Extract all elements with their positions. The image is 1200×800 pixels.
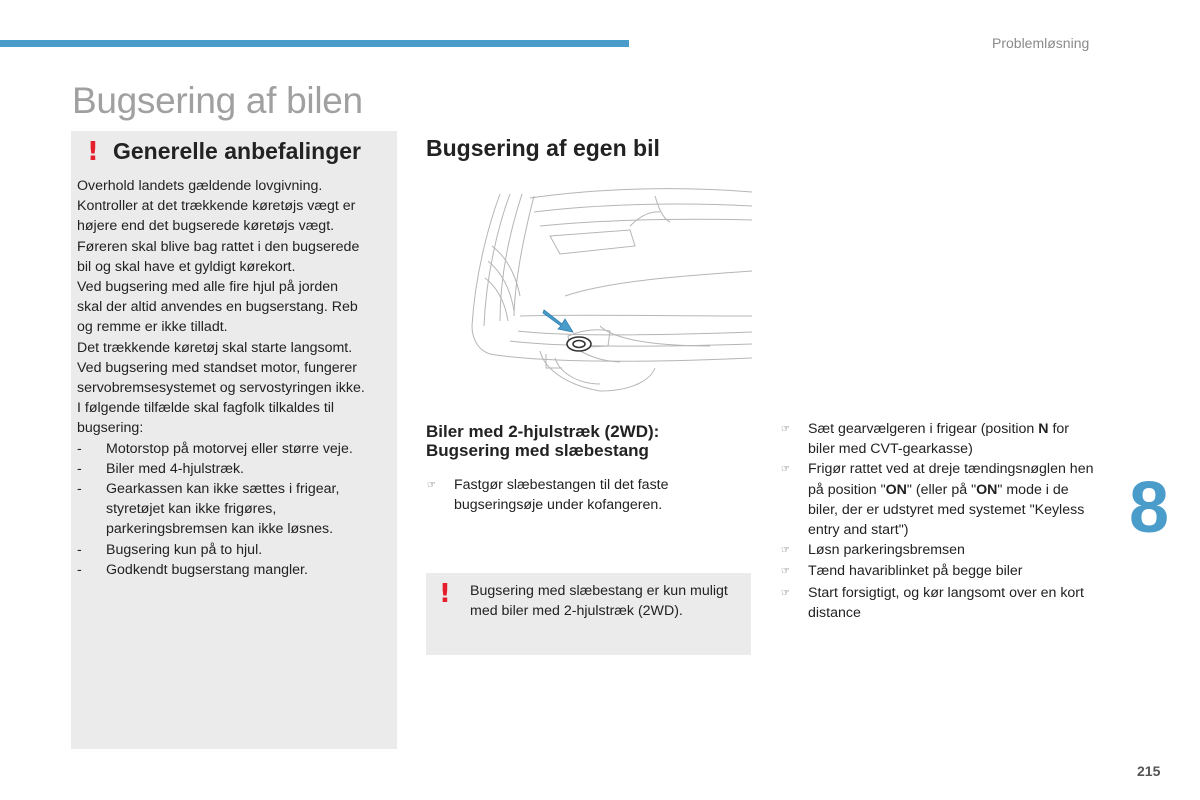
text-line: og remme er ikke tilladt. bbox=[77, 319, 228, 336]
dash-marker: - bbox=[77, 460, 82, 477]
dash-marker: - bbox=[77, 440, 82, 457]
warning-note-text: Bugsering med slæbestang er kun muligt med biler med 2-hjulstræk (2WD). bbox=[470, 583, 728, 620]
list-item-text: Gearkassen kan ikke sættes i frigear, styretøjet kan ikke frigøres, parkeringsbremsen kan ikke løsnes. bbox=[106, 481, 340, 538]
list-item-text: Motorstop på motorvej eller større veje. bbox=[106, 440, 353, 457]
general-recommendations-title: Generelle anbefalinger bbox=[113, 138, 361, 164]
pointing-hand-icon: ☞ bbox=[781, 464, 790, 476]
text-line: Føreren skal blive bag rattet i den bugserede bbox=[77, 238, 360, 255]
subheading-2wd bbox=[426, 422, 746, 460]
pointing-hand-icon: ☞ bbox=[781, 587, 790, 599]
list-item-text: Tænd havariblinket på begge biler bbox=[808, 563, 1023, 580]
text-line: bil og skal have et gyldigt kørekort. bbox=[77, 258, 296, 275]
list-item bbox=[77, 479, 395, 540]
page-number: 215 bbox=[1137, 763, 1161, 779]
warning-icon: ! bbox=[87, 137, 99, 167]
pointing-hand-icon: ☞ bbox=[781, 545, 790, 557]
list-item bbox=[781, 583, 1099, 623]
pointing-hand-icon: ☞ bbox=[427, 480, 436, 491]
steps-list-right bbox=[781, 419, 1099, 623]
list-item-text: Biler med 4-hjulstræk. bbox=[106, 460, 244, 477]
list-item bbox=[77, 540, 395, 560]
list-item-text: Frigør rattet ved at dreje tændingsnøglen hen på position "ON" (eller på "ON" mode i de biler, der er udstyret med systemet "Keyless entry and start") bbox=[808, 461, 1094, 539]
list-item bbox=[781, 540, 1099, 561]
list-item bbox=[781, 561, 1099, 582]
dash-marker: - bbox=[77, 541, 82, 558]
list-item-text: Bugsering kun på to hjul. bbox=[106, 541, 263, 558]
dash-marker: - bbox=[77, 481, 82, 498]
pointing-hand-icon: ☞ bbox=[781, 566, 790, 578]
section-name: Problemløsning bbox=[992, 35, 1090, 51]
warning-note-panel bbox=[426, 573, 751, 655]
dash-marker: - bbox=[77, 561, 82, 578]
general-recommendations-panel bbox=[71, 131, 397, 749]
text-line: servobremsesystemet og servostyringen ikke. bbox=[77, 380, 365, 397]
pointing-hand-icon: ☞ bbox=[781, 424, 790, 435]
list-item bbox=[77, 459, 395, 479]
list-item bbox=[77, 439, 395, 459]
text-line: bugsering: bbox=[77, 420, 144, 437]
chapter-number: 8 bbox=[1129, 468, 1170, 548]
subheading-line: Bugsering med slæbestang bbox=[426, 441, 649, 460]
list-item-text: Sæt gearvælgeren i frigear (position N for biler med CVT-gearkasse) bbox=[808, 421, 1070, 458]
text-line: Ved bugsering med alle fire hjul på jorden bbox=[77, 279, 339, 296]
list-item bbox=[781, 419, 1099, 459]
text-line: højere end det bugserede køretøjs vægt. bbox=[77, 218, 335, 235]
text-line: Det trækkende køretøj skal starte langsomt. bbox=[77, 339, 353, 356]
warning-icon: ! bbox=[439, 579, 451, 609]
list-item-text: Løsn parkeringsbremsen bbox=[808, 542, 965, 559]
steps-list-left bbox=[427, 475, 747, 515]
header-accent-bar bbox=[0, 40, 629, 47]
list-item bbox=[781, 459, 1099, 540]
list-item bbox=[427, 475, 747, 515]
list-item bbox=[77, 560, 395, 580]
subheading-line: Biler med 2-hjulstræk (2WD): bbox=[426, 422, 660, 441]
list-item-text: Start forsigtigt, og kør langsomt over en kort distance bbox=[808, 584, 1084, 621]
list-item-text: Godkendt bugserstang mangler. bbox=[106, 561, 308, 578]
page-title: Bugsering af bilen bbox=[72, 80, 363, 121]
text-line: Ved bugsering med standset motor, fungerer bbox=[77, 359, 357, 376]
towing-eye-illustration bbox=[470, 186, 752, 398]
text-line: Overhold landets gældende lovgivning. bbox=[77, 178, 323, 194]
general-recommendations-text bbox=[77, 176, 395, 580]
text-line: Kontroller at det trækkende køretøjs vægt er bbox=[77, 198, 356, 215]
text-line: I følgende tilfælde skal fagfolk tilkaldes til bbox=[77, 400, 335, 417]
text-line: skal der altid anvendes en bugserstang. Reb bbox=[77, 299, 358, 316]
list-item-text: Fastgør slæbestangen til det faste bugseringsøje under kofangeren. bbox=[454, 477, 669, 514]
own-car-towing-title: Bugsering af egen bil bbox=[426, 135, 660, 161]
